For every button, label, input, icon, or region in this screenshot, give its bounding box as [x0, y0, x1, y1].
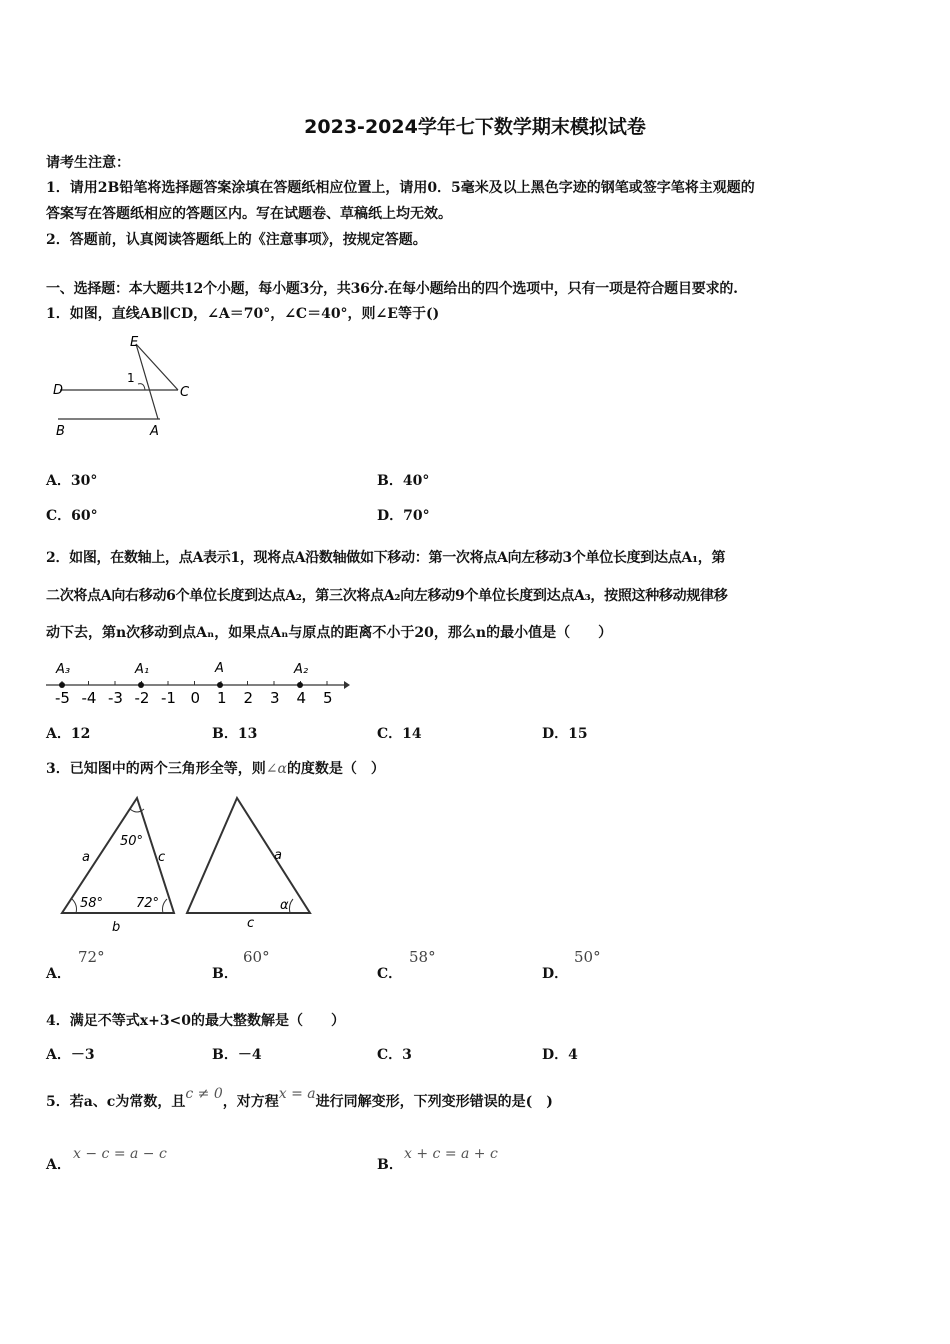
point-a	[217, 682, 223, 688]
triangle-2	[187, 798, 310, 913]
tick-label: -4	[81, 689, 97, 707]
tick-label: 2	[243, 689, 254, 707]
q1-option-b: B．40°	[377, 473, 430, 489]
number-line-arrow	[344, 681, 350, 689]
question-1-figure	[48, 332, 198, 442]
tick-label: -1	[161, 689, 176, 707]
q4-option-c: C．3	[377, 1047, 412, 1063]
question-2-line-3: 动下去，第n次移动到点Aₙ，如果点Aₙ与原点的距离不小于20，那么n的最小值是（ ）	[46, 625, 613, 641]
tick-label: 4	[296, 689, 307, 707]
page-title: 2023-2024学年七下数学期末模拟试卷	[304, 116, 646, 138]
label-a: A	[150, 424, 159, 439]
q3-option-a-value: 72°	[78, 948, 105, 966]
label-e: E	[130, 335, 139, 350]
question-2-line-2: 二次将点A向右移动6个单位长度到达点A₂，第三次将点A₂向左移动9个单位长度到达点A₃，按照这种移动规律移	[46, 588, 728, 604]
q1-option-a: A．30°	[46, 473, 98, 489]
tick-label: -5	[55, 689, 70, 707]
q3-option-d-value: 50°	[574, 948, 601, 966]
q3-stem-before: 3．已知图中的两个三角形全等，则	[46, 761, 266, 777]
label-d: D	[53, 383, 64, 398]
tick-label: -2	[134, 689, 150, 707]
q3-option-d-letter: D．	[542, 966, 569, 982]
q5-option-b-expr: x + c = a + c	[404, 1146, 498, 1162]
tri1-right-arc	[163, 899, 168, 913]
number-line-figure	[44, 655, 354, 709]
question-3-figure	[52, 793, 327, 938]
tri2-label-c: c	[247, 916, 255, 931]
q2-option-b: B．13	[212, 726, 258, 742]
q4-option-d: D．4	[542, 1047, 578, 1063]
q3-option-a-letter: A．	[46, 966, 71, 982]
angle-1-arc	[138, 384, 145, 390]
point-a2	[297, 682, 303, 688]
question-4-stem: 4．满足不等式x+3<0的最大整数解是（ ）	[46, 1013, 346, 1029]
tri1-left-arc	[72, 899, 77, 913]
tick-label: 1	[217, 689, 227, 707]
q3-option-c-letter: C．	[377, 966, 403, 982]
question-2-line-1: 2．如图，在数轴上，点A表示1，现将点A沿数轴做如下移动：第一次将点A向左移动3个单位长度到达点A₁，第	[46, 550, 726, 566]
q5-stem-c: 进行同解变形，下列变形错误的是( )	[315, 1094, 553, 1110]
notice-heading: 请考生注意：	[46, 155, 130, 171]
q1-option-c: C．60°	[46, 508, 98, 524]
q5-stem-a: 5．若a、c为常数，且	[46, 1094, 186, 1110]
label-a1: A₁	[135, 662, 150, 677]
alpha-angle-symbol: ∠α	[265, 761, 287, 777]
question-3-stem	[46, 758, 385, 778]
tri1-label-b: b	[112, 920, 121, 935]
notice-item-2: 2．答题前，认真阅读答题纸上的《注意事项》，按规定答题。	[46, 232, 427, 248]
notice-item-1-line-1: 1．请用2B铅笔将选择题答案涂填在答题纸相应位置上，请用0．5毫米及以上黑色字迹的钢笔或签字笔将主观题的	[46, 180, 755, 196]
q5-option-b-letter: B．	[377, 1157, 403, 1173]
q4-option-b: B．－4	[212, 1047, 262, 1063]
tick-label: 3	[270, 689, 280, 707]
label-a2: A₂	[294, 662, 309, 677]
q2-option-c: C．14	[377, 726, 422, 742]
label-b: B	[56, 424, 65, 439]
q1-option-d: D．70°	[377, 508, 430, 524]
tri1-label-a: a	[82, 850, 90, 865]
point-a3	[59, 682, 65, 688]
q3-option-c-value: 58°	[409, 948, 436, 966]
question-1-stem: 1．如图，直线AB∥CD，∠A＝70°，∠C＝40°，则∠E等于()	[46, 306, 440, 322]
label-a-point: A	[215, 661, 224, 676]
q5-option-a-letter: A．	[46, 1157, 71, 1173]
tri2-label-a: a	[274, 848, 282, 863]
q5-stem-b: ，对方程	[222, 1094, 279, 1110]
q5-option-a-expr: x − c = a − c	[73, 1146, 167, 1162]
section-header: 一、选择题：本大题共12个小题，每小题3分，共36分.在每小题给出的四个选项中，只有一项是符合题目要求的.	[46, 281, 738, 297]
point-a1	[138, 682, 144, 688]
tri1-label-c: c	[158, 850, 166, 865]
tri1-label-50: 50°	[120, 834, 144, 849]
label-a3: A₃	[56, 662, 71, 677]
q5-equation: x = a	[278, 1086, 316, 1102]
notice-item-1-line-2: 答案写在答题纸相应的答题区内。写在试题卷、草稿纸上均无效。	[46, 206, 452, 222]
tri2-label-alpha: α	[280, 898, 289, 913]
tri1-label-58: 58°	[80, 896, 104, 911]
q3-option-b-letter: B．	[212, 966, 238, 982]
tick-label: 0	[190, 689, 201, 707]
tri2-right-arc	[289, 899, 293, 913]
q2-option-a: A．12	[46, 726, 91, 742]
question-5-stem	[46, 1086, 553, 1111]
q3-option-b-value: 60°	[243, 948, 270, 966]
label-c: C	[180, 385, 190, 400]
tick-label: -3	[108, 689, 123, 707]
label-1: 1	[127, 371, 135, 385]
tick-label: 5	[323, 689, 333, 707]
tri1-label-72: 72°	[136, 896, 160, 911]
q2-option-d: D．15	[542, 726, 588, 742]
q4-option-a: A．－3	[46, 1047, 95, 1063]
q5-condition: c ≠ 0	[185, 1086, 223, 1102]
q3-stem-after: 的度数是（ ）	[286, 761, 385, 777]
